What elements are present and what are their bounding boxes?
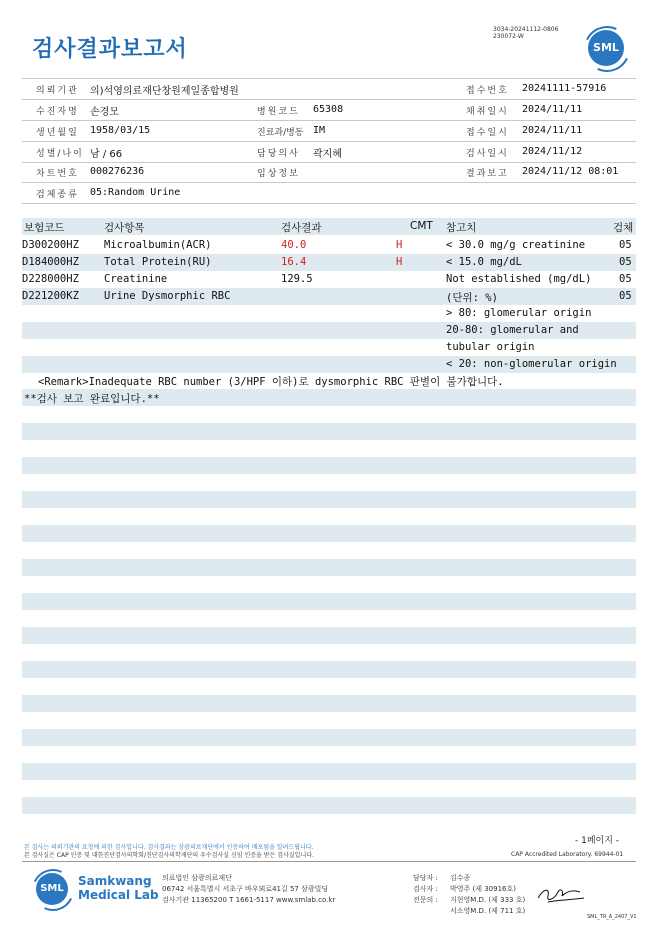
org-name: 의료법인 삼광의료재단 [162,874,232,882]
result-code: D184000HZ [22,256,79,268]
chart-no-value: 000276236 [90,166,145,177]
result-value: 129.5 [281,273,313,285]
doctor-label: 담당의사 [257,149,300,159]
specialist-value-1: 지현영M.D. (제 333 호) [450,896,526,904]
result-reference: Not established (mg/dL) [446,273,592,285]
result-reference: < 15.0 mg/dL [446,256,522,268]
result-specimen: 05 [619,273,632,285]
divider [22,120,636,121]
signature [534,880,590,910]
stripe [22,457,636,474]
divider [22,141,636,142]
birth-label: 생년월일 [36,128,79,138]
stripe [22,593,636,610]
remark-text: <Remark>Inadequate RBC number (3/HPF 이하)로 dysmorphic RBC 판별이 불가합니다. [38,376,504,388]
divider [22,78,636,79]
footer-note-2: 본 검사실은 CAP 인증 및 대한진단검사의학회/진단검사의학재단의 우수검사실 신임 인증을 받은 검사실입니다. [24,852,314,859]
result-item: Microalbumin(ACR) [104,239,212,251]
result-reference: (단위: %) [446,292,498,304]
result-specimen: 05 [619,239,632,251]
collect-date-label: 채취일시 [466,107,509,117]
dept-label: 진료과/병동 [257,128,304,138]
test-date-label: 검사일시 [466,149,509,159]
receipt-date-value: 2024/11/11 [522,125,583,136]
brand-name: Samkwang Medical Lab [78,874,159,902]
result-code: D300200HZ [22,239,79,251]
tester-label: 검사자 : [413,885,438,893]
report-date-label: 결과보고 [466,169,509,179]
stripe [22,559,636,576]
result-item: Urine Dysmorphic RBC [104,290,231,302]
result-value: 40.0 [281,239,307,251]
result-item: Total Protein(RU) [104,256,212,268]
sex-age-value: 남 / 66 [90,149,123,160]
facility-label: 의뢰기관 [36,86,79,96]
cap-accreditation: CAP Accredited Laboratory. 69944-01 [511,851,624,858]
test-date-value: 2024/11/12 [522,146,583,157]
stripe [22,627,636,644]
result-reference: < 30.0 mg/g creatinine [446,239,586,251]
clinical-label: 임상정보 [257,169,300,179]
report-date-value: 2024/11/12 08:01 [522,166,619,177]
reference-note: tubular origin [446,341,535,353]
result-code: D228000HZ [22,273,79,285]
specimen-label: 검체종류 [36,190,79,200]
report-complete-text: **검사 보고 완료입니다.** [24,393,160,405]
receipt-date-label: 접수일시 [466,128,509,138]
dept-value: IM [313,125,326,136]
header-cmt: CMT [410,220,433,232]
stripe [22,695,636,712]
stripe [22,491,636,508]
result-specimen: 05 [619,290,632,302]
patient-label: 수진자명 [36,107,79,117]
result-item: Creatinine [104,273,168,285]
sml-logo: SML [588,30,624,66]
header-item: 검사항목 [104,222,145,234]
report-title: 검사결과보고서 [32,37,188,62]
stripe [22,661,636,678]
divider [22,162,636,163]
result-code: D221200KZ [22,290,79,302]
stripe [22,729,636,746]
specimen-value: 05:Random Urine [90,187,181,198]
tester-value: 박영주 (제 30916호) [450,885,516,893]
footer-divider [22,861,636,862]
divider [22,182,636,183]
receipt-no-label: 접수번호 [466,86,509,96]
sml-logo-bottom: SML [36,873,68,905]
doctor-value: 곽지혜 [313,149,342,160]
page-number: - 1페이지 - [575,836,620,846]
stripe [22,763,636,780]
header-specimen: 검체 [613,222,634,234]
footer-note-1: 본 검사는 의뢰기관의 요청에 의한 검사입니다. 검사결과는 삼광의료재단에서 인증하여 배포됨을 알려드립니다. [24,844,314,851]
receipt-no-value: 20241111-57916 [522,83,607,94]
reference-note: 20-80: glomerular and [446,324,579,336]
reference-note: < 20: non-glomerular origin [446,358,617,370]
chart-no-label: 차트번호 [36,169,79,179]
form-code: SML_TR_A_2407_V1 [587,914,637,920]
collect-date-value: 2024/11/11 [522,104,583,115]
hospital-code-label: 병원코드 [257,107,300,117]
hospital-code-value: 65308 [313,104,344,115]
divider [22,203,636,204]
patient-value: 손경모 [90,107,119,118]
specialist-value-2: 서소영M.D. (제 711 호) [450,907,526,915]
header-ref: 참고치 [446,222,477,234]
header-code: 보험코드 [24,222,65,234]
org-address: 06742 서울특별시 서초구 바우뫼로41길 57 삼광빌딩 [162,885,329,893]
divider [22,99,636,100]
org-contact: 검사기관 11365200 T 1661-5117 www.smlab.co.kr [162,896,336,904]
stripe [22,797,636,814]
result-flag: H [396,256,403,268]
result-flag: H [396,239,403,251]
reference-note: > 80: glomerular origin [446,307,592,319]
result-specimen: 05 [619,256,632,268]
header-result: 검사결과 [281,222,322,234]
result-value: 16.4 [281,256,307,268]
specialist-label: 전문의 : [413,896,438,904]
staff-value: 김수종 [450,874,471,882]
staff-label: 담당자 : [413,874,438,882]
birth-value: 1958/03/15 [90,125,151,136]
stripe [22,525,636,542]
sex-age-label: 성별/나이 [36,149,84,159]
stripe [22,423,636,440]
document-id: 3034-20241112-0806 230072-W [493,26,559,40]
facility-value: 의)석영의료재단창원제일종합병원 [90,86,239,97]
